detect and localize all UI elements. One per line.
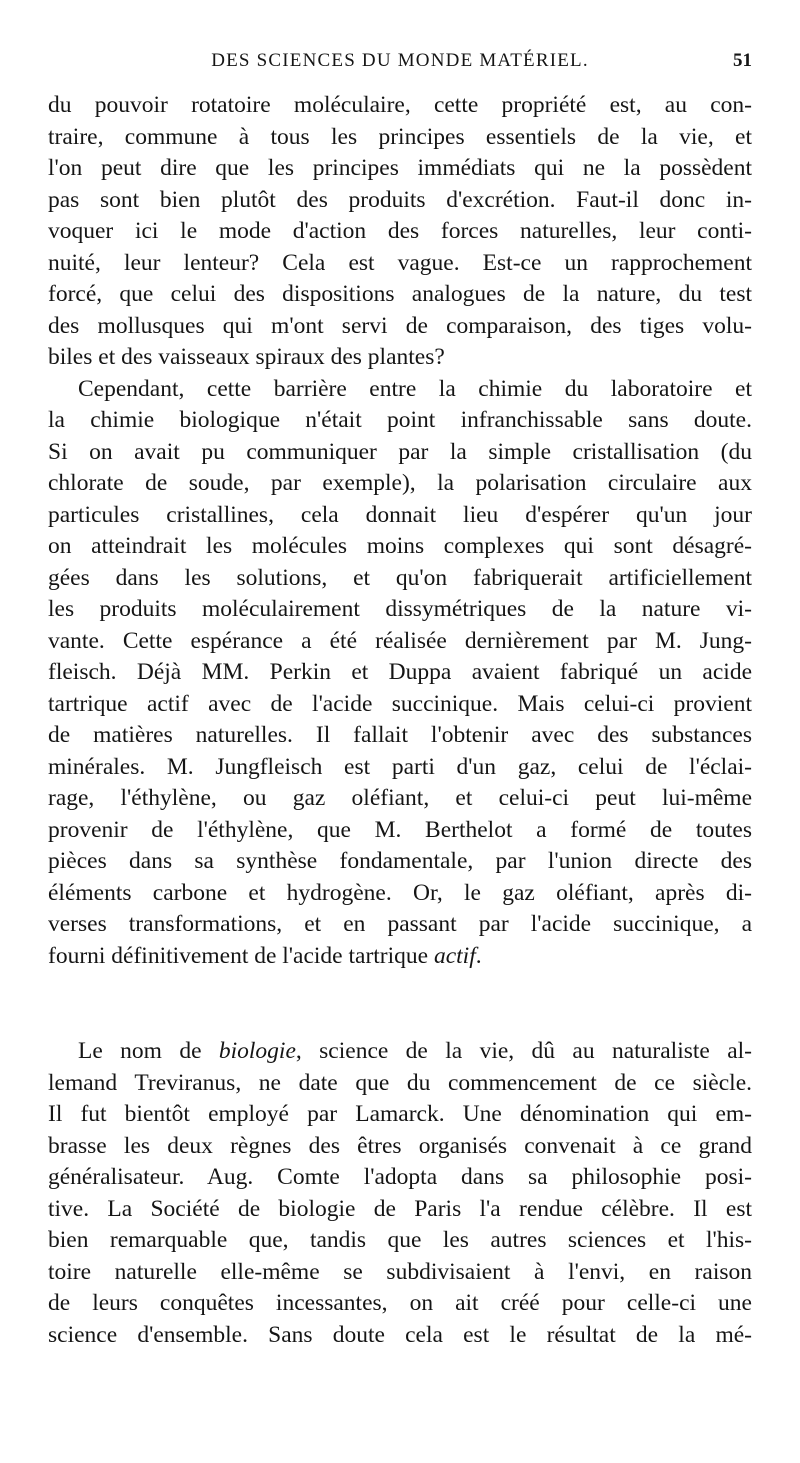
- text-line: minérales. M. Jungfleisch est parti d'un gaz, celui de l'éclai-: [48, 753, 752, 780]
- text-line: généralisateur. Aug. Comte l'adopta dans sa philosophie posi-: [48, 1164, 752, 1190]
- text-line: [48, 941, 752, 973]
- text-line: science d'ensemble. Sans doute cela est le résultat de la mé-: [48, 1321, 752, 1348]
- text-line: les produits moléculairement dissymétriques de la nature vi-: [48, 596, 752, 622]
- paragraph-2: [48, 374, 752, 973]
- text-line: forcé, que celui des dispositions analogues de la nature, du test: [48, 281, 752, 307]
- text-line: Si on avait pu communiquer par la simple cristallisation (du: [48, 438, 752, 465]
- text-segment: , science de la vie, dû au naturaliste al-: [295, 1038, 752, 1064]
- text-line: fleisch. Déjà MM. Perkin et Duppa avaient fabriqué un acide: [48, 659, 752, 685]
- text-line: provenir de l'éthylène, que M. Berthelot a formé de toutes: [48, 816, 752, 843]
- running-title: DES SCIENCES DU MONDE MATÉRIEL.: [211, 50, 589, 71]
- text-line: du pouvoir rotatoire moléculaire, cette propriété est, au con-: [48, 92, 752, 118]
- text-line: pièces dans sa synthèse fondamentale, par l'union directe des: [48, 848, 752, 874]
- text-line: de matières naturelles. Il fallait l'obtenir avec des substances: [48, 722, 752, 748]
- text-line: l'on peut dire que les principes immédiats qui ne la possèdent: [48, 155, 752, 181]
- text-line: bien remarquable que, tandis que les autres sciences et l'his-: [48, 1227, 752, 1253]
- text-line: pas sont bien plutôt des produits d'excrétion. Faut-il donc in-: [48, 186, 752, 213]
- text-line: tive. La Société de biologie de Paris l'a rendue célèbre. Il est: [48, 1195, 752, 1222]
- paragraph-3: [48, 1036, 752, 1351]
- text-line: la chimie biologique n'était point infranchissable sans doute.: [48, 407, 752, 433]
- page-header: [48, 50, 752, 80]
- main-text-section-2: [48, 1036, 752, 1351]
- text-line: Il fut bientôt employé par Lamarck. Une dénomination qui em-: [48, 1101, 752, 1127]
- text-line: on atteindrait les molécules moins complexes qui sont désagré-: [48, 533, 752, 559]
- italic-word: actif: [433, 942, 476, 969]
- text-line: traire, commune à tous les principes essentiels de la vie, et: [48, 123, 752, 150]
- text-segment: .: [475, 942, 482, 969]
- text-line: des mollusques qui m'ont servi de comparaison, des tiges volu-: [48, 312, 752, 339]
- text-line: voquer ici le mode d'action des forces naturelles, leur conti-: [48, 218, 752, 244]
- text-segment: fourni définitivement de l'acide tartrique: [48, 942, 434, 969]
- text-line: biles et des vaisseaux spiraux des plantes?: [48, 344, 445, 370]
- text-line: gées dans les solutions, et qu'on fabriquerait artificiellement: [48, 564, 752, 591]
- italic-word: biologie: [218, 1038, 296, 1064]
- text-segment: Le nom de: [78, 1038, 219, 1064]
- text-line: vante. Cette espérance a été réalisée dernièrement par M. Jung-: [48, 627, 752, 654]
- paragraph-1: [48, 90, 752, 374]
- text-line: chlorate de soude, par exemple), la polarisation circulaire aux: [48, 470, 752, 496]
- text-line: brasse les deux règnes des êtres organisés convenait à ce grand: [48, 1132, 752, 1159]
- text-line: rage, l'éthylène, ou gaz oléfiant, et celui-ci peut lui-même: [48, 785, 752, 811]
- text-line: [48, 1036, 752, 1068]
- text-line: de leurs conquêtes incessantes, on ait créé pour celle-ci une: [48, 1290, 752, 1316]
- text-line: particules cristallines, cela donnait lieu d'espérer qu'un jour: [48, 501, 752, 528]
- main-text: [48, 90, 752, 972]
- text-line: Cependant, cette barrière entre la chimie du laboratoire et: [78, 375, 752, 402]
- text-line: verses transformations, et en passant par l'acide succinique, a: [48, 911, 752, 937]
- text-line: toire naturelle elle-même se subdivisaient à l'envi, en raison: [48, 1258, 752, 1285]
- page-number: 51: [733, 50, 752, 71]
- text-line: tartrique actif avec de l'acide succinique. Mais celui-ci provient: [48, 690, 752, 717]
- text-line: lemand Treviranus, ne date que du commencement de ce siècle.: [48, 1069, 752, 1096]
- text-line: éléments carbone et hydrogène. Or, le gaz oléfiant, après di-: [48, 879, 752, 906]
- text-line: nuité, leur lenteur? Cela est vague. Est-ce un rapprochement: [48, 249, 752, 276]
